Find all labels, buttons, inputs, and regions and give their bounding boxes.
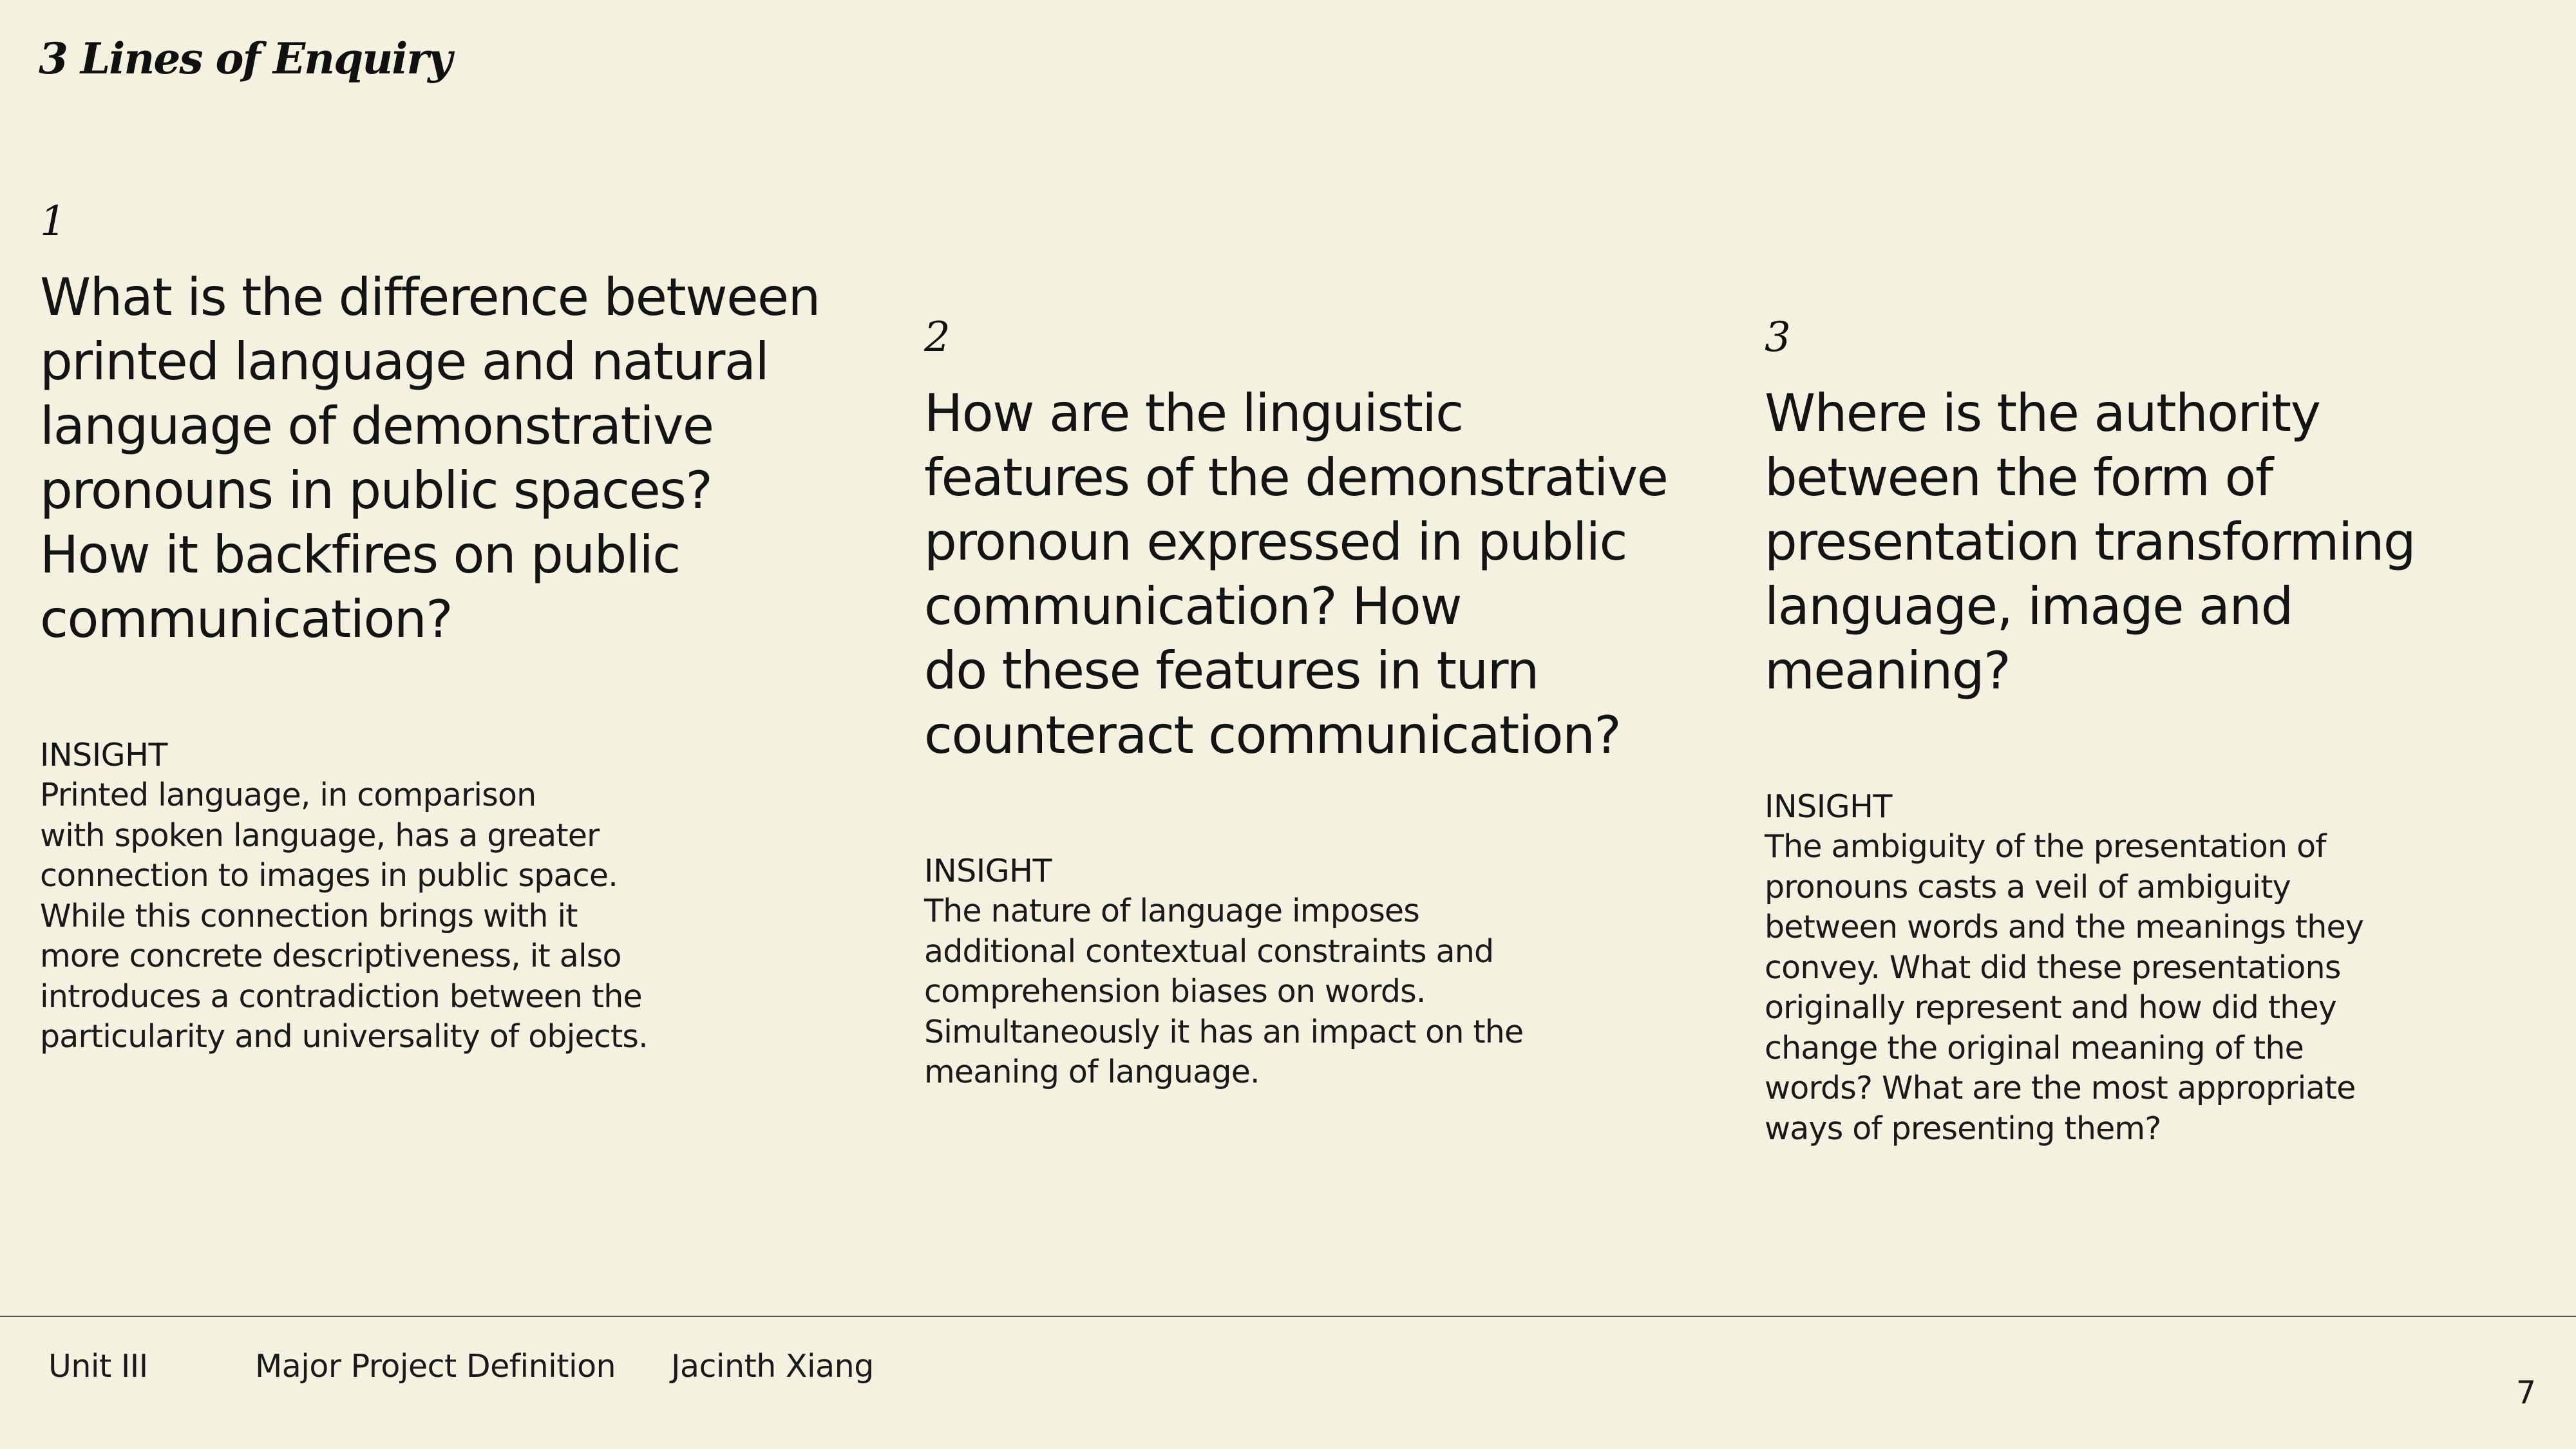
insight-label: INSIGHT <box>1765 788 1892 825</box>
logo: 3 Lines of Enquiry <box>39 33 451 84</box>
insight-text: Printed language, in comparison with spoken language, has a greater connection to images in public space. While this connection brings with it more concrete descriptiveness, it also introduces a contradiction between the particularity and universality of objects. <box>40 777 648 1055</box>
footer-unit: Unit III <box>48 1348 148 1385</box>
enquiry-question: Where is the authority between the form of presentation transforming language, image and meaning? <box>1765 383 2416 701</box>
enquiry-number: 3 <box>1765 314 1791 361</box>
insight-block <box>40 735 838 1057</box>
enquiry-question: What is the difference between printed language and natural language of demonstrative pronouns in public spaces? How it backfires on public communication? <box>40 267 820 649</box>
insight-block <box>1765 787 2537 1149</box>
footer-project-title: Major Project Definition <box>255 1348 616 1385</box>
enquiry-question: How are the linguistic features of the demonstrative pronoun expressed in public communication? How do these features in turn counteract communication? <box>924 383 1668 765</box>
footer-divider <box>0 1316 2576 1317</box>
enquiry-2 <box>924 314 1697 1093</box>
insight-text: The ambiguity of the presentation of pronouns casts a veil of ambiguity between words and the meanings they convey. What did these presentations originally represent and how did they change the original meaning of the words? What are the most appropriate ways of presenting them? <box>1765 828 2364 1147</box>
enquiry-1 <box>40 198 838 1057</box>
insight-text: The nature of language imposes additional contextual constraints and comprehension biases on words. Simultaneously it has an impact on the meaning of language. <box>924 893 1524 1090</box>
footer-author: Jacinth Xiang <box>671 1348 874 1385</box>
page-number: 7 <box>2515 1374 2536 1411</box>
enquiry-number: 2 <box>924 314 951 361</box>
insight-label: INSIGHT <box>40 737 167 773</box>
insight-label: INSIGHT <box>924 853 1052 889</box>
enquiry-3 <box>1765 314 2537 1149</box>
enquiry-number: 1 <box>40 198 66 245</box>
insight-block <box>924 851 1697 1093</box>
